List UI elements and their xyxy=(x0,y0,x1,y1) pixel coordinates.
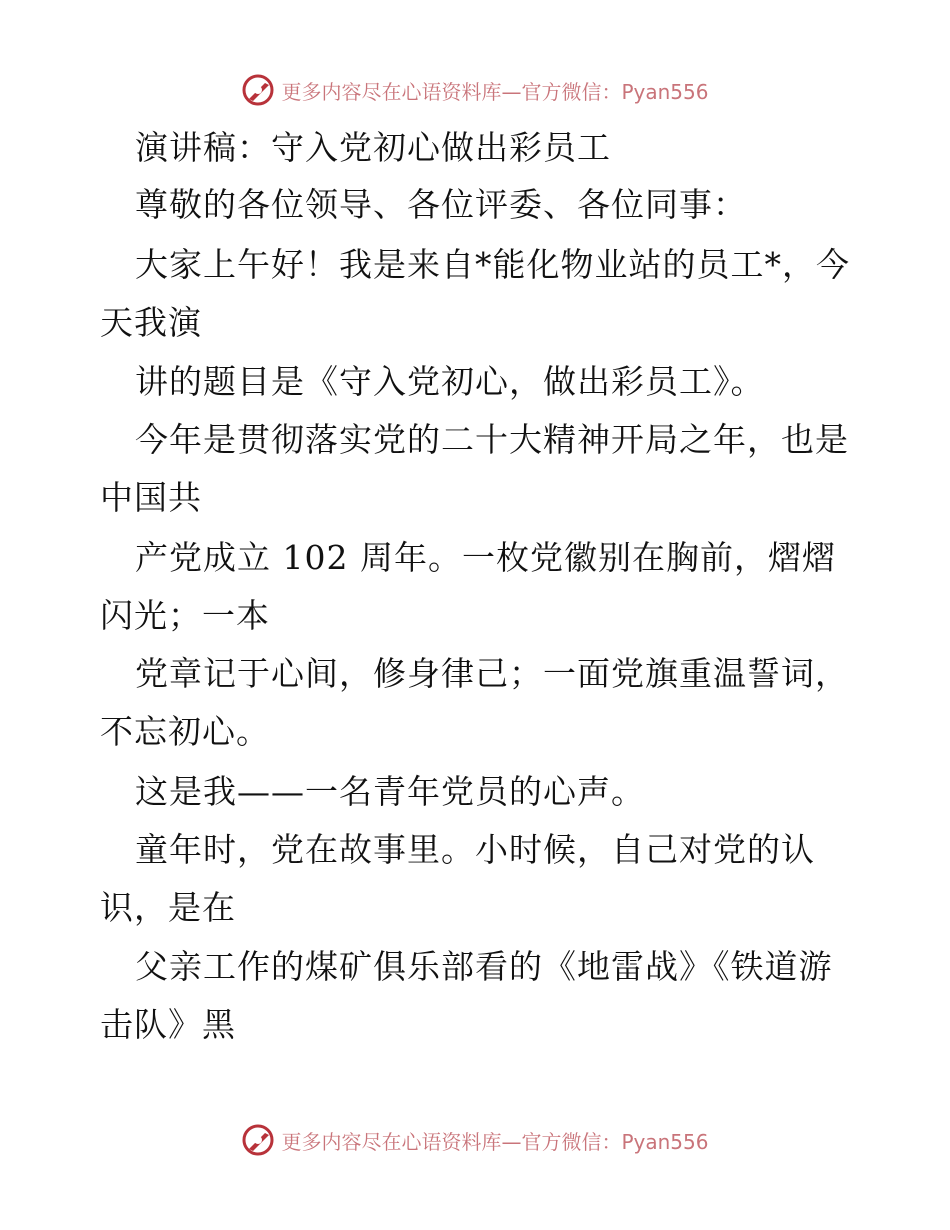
paragraph-line: 产党成立 102 周年。一枚党徽别在胸前，熠熠 xyxy=(135,538,836,577)
paragraph-line: 这是我——一名青年党员的心声。 xyxy=(135,772,645,811)
paragraph-line: 天我演 xyxy=(100,303,202,342)
paragraph-line: 讲的题目是《守入党初心，做出彩员工》。 xyxy=(135,362,765,401)
footer-banner xyxy=(0,1120,950,1160)
salutation: 尊敬的各位领导、各位评委、各位同事： xyxy=(135,185,747,224)
paragraph-line: 党章记于心间，修身律己；一面党旗重温誓词， xyxy=(135,654,849,693)
paragraph-line: 今年是贯彻落实党的二十大精神开局之年，也是 xyxy=(135,420,849,459)
document-title: 演讲稿：守入党初心做出彩员工 xyxy=(135,128,611,167)
header-banner-text: 更多内容尽在心语资料库—官方微信：Pyan556 xyxy=(281,79,709,104)
paragraph-line: 中国共 xyxy=(100,478,202,517)
paragraph-line: 童年时，党在故事里。小时候，自己对党的认 xyxy=(135,830,815,869)
footer-banner-text: 更多内容尽在心语资料库—官方微信：Pyan556 xyxy=(281,1129,709,1154)
pen-seal-logo-icon xyxy=(241,73,275,107)
header-banner xyxy=(0,70,950,110)
paragraph-line: 识，是在 xyxy=(100,888,236,927)
paragraph-line: 大家上午好！我是来自*能化物业站的员工*，今 xyxy=(135,245,850,284)
paragraph-line: 击队》黑 xyxy=(100,1005,236,1044)
paragraph-line: 闪光；一本 xyxy=(100,596,270,635)
paragraph-line: 父亲工作的煤矿俱乐部看的《地雷战》《铁道游 xyxy=(135,947,833,986)
paragraph-line: 不忘初心。 xyxy=(100,712,270,751)
pen-seal-logo-icon xyxy=(241,1123,275,1157)
